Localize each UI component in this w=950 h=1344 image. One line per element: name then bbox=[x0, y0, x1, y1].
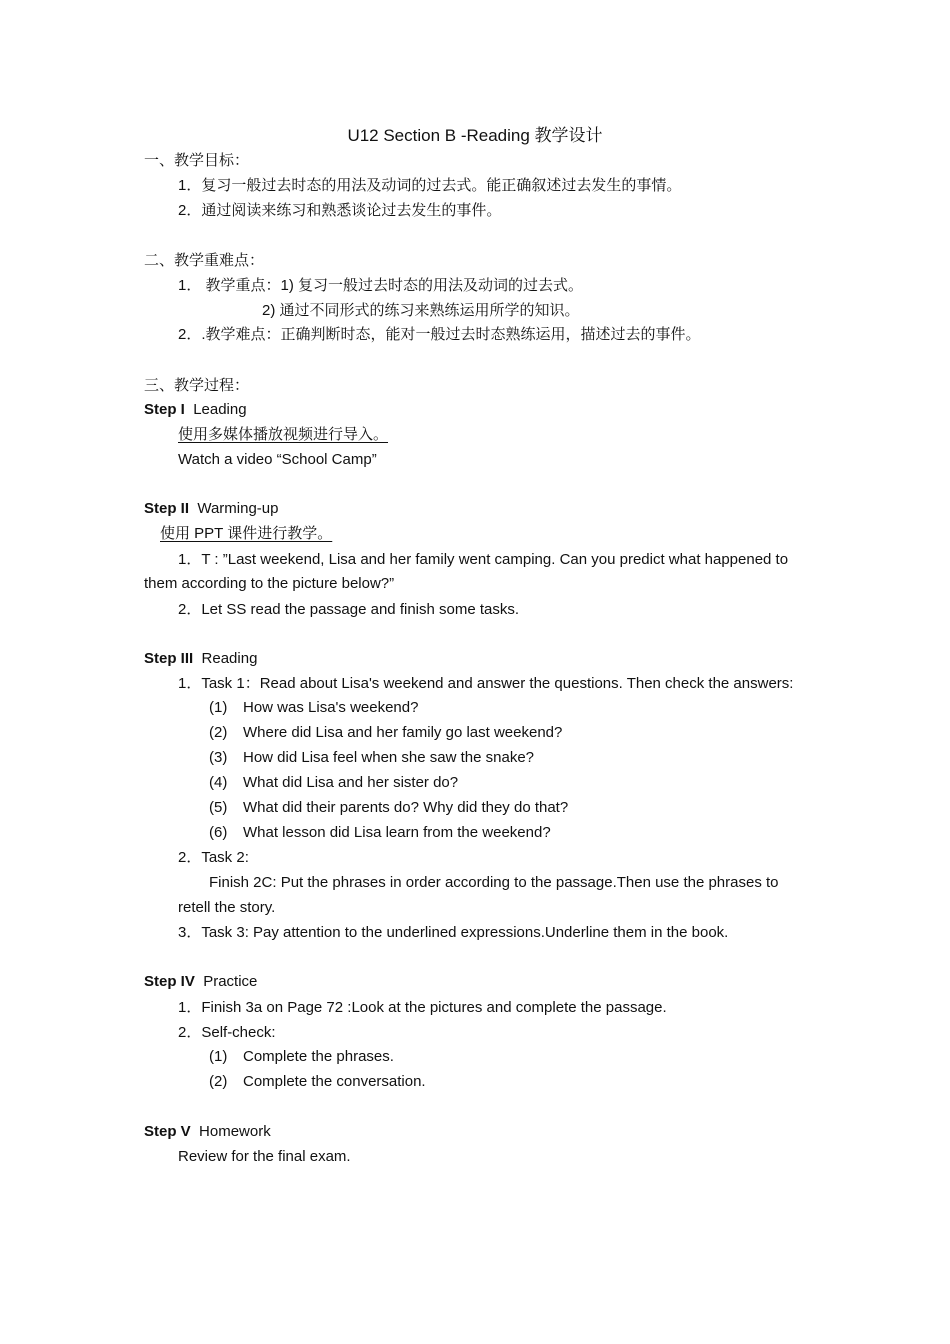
process-heading: 三、教学过程： bbox=[144, 377, 250, 394]
sub-item: (1) Complete the phrases. bbox=[209, 1048, 394, 1065]
step-heading bbox=[144, 400, 247, 420]
step-note: 使用 PPT 课件进行教学。 bbox=[160, 525, 333, 542]
key-points-heading: 二、教学重难点： bbox=[144, 252, 265, 269]
key-point-2: 2．.教学难点：正确判断时态，能对一般过去时态熟练运用，描述过去的事件。 bbox=[178, 326, 701, 343]
step-label: Step I bbox=[144, 401, 185, 418]
question-item: (6) What lesson did Lisa learn from the weekend? bbox=[209, 824, 551, 841]
step-name: Reading bbox=[201, 650, 258, 667]
goals-heading: 一、教学目标： bbox=[144, 152, 250, 169]
step-name: Leading bbox=[193, 401, 247, 418]
step-heading bbox=[144, 972, 257, 992]
step-item: 2．Self-check: bbox=[178, 1024, 276, 1041]
key-point-1: 1． 教学重点：1) 复习一般过去时态的用法及动词的过去式。 bbox=[178, 277, 584, 294]
step-heading bbox=[144, 649, 257, 669]
step-label: Step IV bbox=[144, 973, 195, 990]
step-name: Warming-up bbox=[197, 500, 279, 517]
question-item: (2) Where did Lisa and her family go last weekend? bbox=[209, 724, 563, 741]
step-item: 1．Finish 3a on Page 72 :Look at the pictures and complete the passage. bbox=[178, 999, 667, 1016]
step-label: Step V bbox=[144, 1123, 191, 1140]
step-item: 2．Let SS read the passage and finish some tasks. bbox=[178, 601, 520, 618]
step-label: Step II bbox=[144, 500, 190, 517]
key-point-1-sub: 2) 通过不同形式的练习来熟练运用所学的知识。 bbox=[262, 302, 580, 319]
task-detail-continued: retell the story. bbox=[178, 899, 276, 916]
task-item: 1．Task 1：Read about Lisa's weekend and answer the questions. Then check the answers: bbox=[178, 675, 794, 692]
sub-item: (2) Complete the conversation. bbox=[209, 1073, 426, 1090]
question-item: (1) How was Lisa's weekend? bbox=[209, 699, 419, 716]
step-name: Practice bbox=[203, 973, 258, 990]
goal-item: 2．通过阅读来练习和熟悉谈论过去发生的事件。 bbox=[178, 202, 502, 219]
document-title: U12 Section B -Reading 教学设计 bbox=[347, 126, 603, 145]
task-detail: Finish 2C: Put the phrases in order according to the passage.Then use the phrases to bbox=[209, 874, 779, 891]
step-item: 1．T : ”Last weekend, Lisa and her family went camping. Can you predict what happened to bbox=[178, 551, 789, 568]
step-name: Homework bbox=[199, 1123, 271, 1140]
goal-item: 1．复习一般过去时态的用法及动词的过去式。能正确叙述过去发生的事情。 bbox=[178, 177, 682, 194]
question-item: (5) What did their parents do? Why did they do that? bbox=[209, 799, 569, 816]
step-line: Review for the final exam. bbox=[178, 1148, 351, 1165]
question-item: (4) What did Lisa and her sister do? bbox=[209, 774, 459, 791]
step-heading bbox=[144, 1122, 271, 1142]
question-item: (3) How did Lisa feel when she saw the snake? bbox=[209, 749, 535, 766]
step-line: Watch a video “School Camp” bbox=[178, 451, 377, 468]
step-heading bbox=[144, 499, 279, 519]
step-item-continued: them according to the picture below?” bbox=[144, 575, 395, 592]
task-item: 3．Task 3: Pay attention to the underlined expressions.Underline them in the book. bbox=[178, 924, 729, 941]
task-item: 2．Task 2: bbox=[178, 849, 249, 866]
step-note: 使用多媒体播放视频进行导入。 bbox=[178, 426, 389, 443]
step-label: Step III bbox=[144, 650, 194, 667]
